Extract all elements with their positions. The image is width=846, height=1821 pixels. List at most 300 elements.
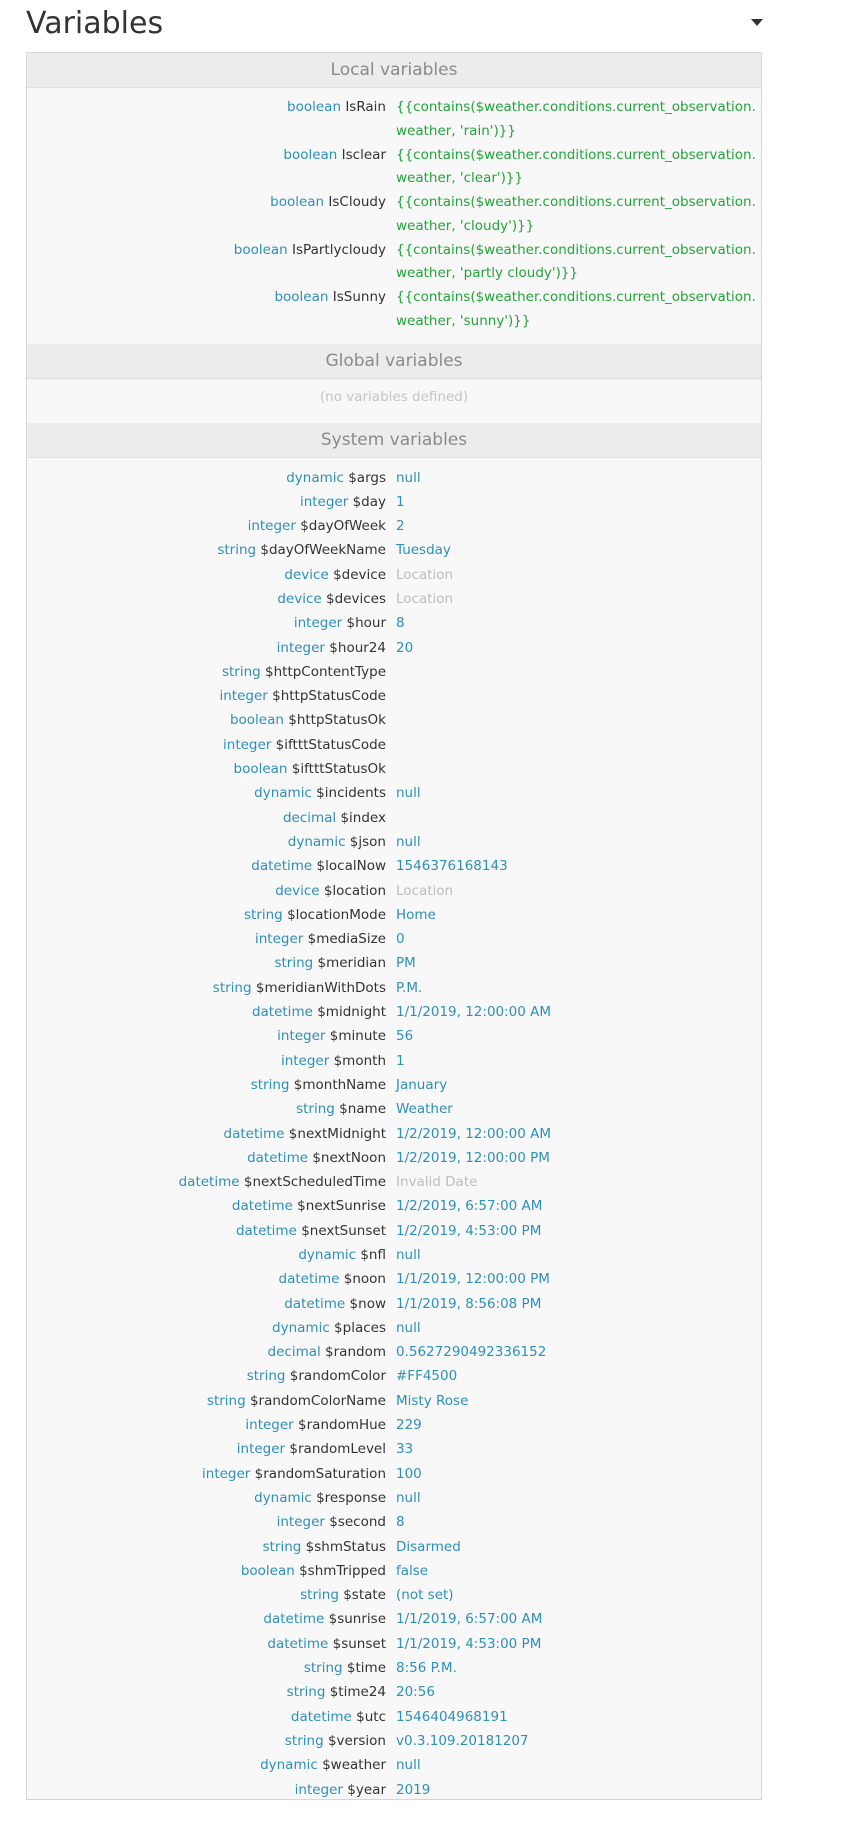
variable-type: string [303,1660,343,1677]
variable-type: dynamic [286,469,344,486]
system-variable-row[interactable] [27,903,761,927]
variable-name: $midnight [317,1004,386,1021]
system-variable-row[interactable] [27,1049,761,1073]
variable-name: $nextNoon [312,1149,386,1166]
variable-type: integer [255,931,304,948]
variable-declaration [27,951,396,975]
system-variable-row[interactable] [27,1729,761,1753]
variable-type: dynamic [287,833,346,850]
variable-name: $mediaSize [307,931,386,948]
variable-value: {{contains($weather.conditions.current_observation.weather, 'partly cloudy')}} [396,241,756,281]
variable-type: datetime [223,1125,285,1142]
variable-value: 20 [396,639,414,656]
variable-type: integer [202,1465,251,1482]
variable-declaration [27,1292,396,1316]
variable-declaration [27,1364,396,1388]
variable-name: IsCloudy [328,194,386,210]
variable-name: $nfl [360,1247,386,1263]
variable-value: 33 [396,1441,414,1458]
variable-type: datetime [247,1149,309,1166]
variable-type: datetime [278,1271,340,1288]
page-title: Variables [26,6,164,41]
variable-type: string [246,1368,286,1385]
variables-panel [26,52,762,1800]
variable-value: Location [396,882,454,899]
variable-type: boolean [287,99,342,115]
variable-declaration [27,1486,396,1510]
variable-name: $noon [343,1271,386,1288]
variable-value: 100 [396,1465,422,1482]
variable-declaration [27,466,396,490]
variable-declaration [27,1413,396,1437]
variable-type: boolean [229,712,284,729]
system-variable-row[interactable] [27,1753,761,1777]
variable-declaration [27,1632,396,1656]
system-variable-row[interactable] [27,1243,761,1267]
variable-value: false [396,1562,429,1579]
system-variable-row[interactable] [27,1340,761,1364]
system-variable-row[interactable] [27,927,761,951]
variable-name: $now [349,1295,386,1312]
variable-value: 8:56 P.M. [396,1660,457,1677]
variable-declaration [27,1535,396,1559]
variable-value: January [396,1076,448,1093]
system-variable-row[interactable] [27,1778,761,1800]
variable-type: string [212,979,252,996]
variable-declaration [27,587,396,611]
variable-type: device [284,566,329,583]
variable-name: $index [340,809,386,826]
variable-type: dynamic [272,1319,330,1336]
variable-type: string [300,1587,339,1604]
variable-value: 2019 [396,1781,431,1798]
variable-name: $httpStatusCode [272,688,386,705]
variable-type: decimal [282,809,337,826]
system-variable-row[interactable] [27,976,761,1000]
system-variable-row[interactable] [27,1510,761,1534]
variable-declaration [27,1705,396,1729]
variable-declaration [27,1194,396,1218]
variable-declaration [27,286,396,310]
variable-name: $day [352,493,386,510]
variable-value: Invalid Date [396,1174,478,1191]
variable-name: $iftttStatusOk [291,761,386,778]
variable-name: $args [348,469,386,486]
variable-name: IsRain [345,99,386,115]
variable-name: IsPartlycloudy [292,241,386,258]
variable-type: dynamic [260,1757,318,1774]
variable-declaration [27,1462,396,1486]
variable-value: 0 [396,931,405,948]
variable-name: $year [347,1781,386,1798]
variable-declaration [27,1340,396,1364]
variable-name: $nextSunset [301,1222,386,1239]
system-variable-row[interactable] [27,951,761,975]
system-variable-row[interactable] [27,854,761,878]
variable-name: $hour [346,615,386,632]
variable-value: 20:56 [396,1684,435,1701]
variable-value: 1 [396,493,405,510]
system-variable-row[interactable] [27,1122,761,1146]
variable-value: 1/2/2019, 12:00:00 AM [396,1125,552,1142]
variable-value: Misty Rose [396,1392,469,1409]
variable-declaration [27,660,396,684]
variable-value: Disarmed [396,1538,461,1555]
variable-type: integer [247,518,296,535]
variable-name: $httpStatusOk [288,712,386,729]
variable-value: null [396,785,421,802]
variable-type: integer [280,1052,330,1069]
variable-value: {{contains($weather.conditions.current_observation.weather, 'cloudy')}} [396,194,756,234]
variable-value: 1/2/2019, 4:53:00 PM [396,1222,542,1239]
system-variables-list [27,458,761,1801]
variable-type: string [286,1684,326,1701]
system-variable-row[interactable] [27,563,761,587]
variable-value: {{contains($weather.conditions.current_observation.weather, 'rain')}} [396,99,756,139]
variable-name: $shmTripped [299,1562,386,1579]
variable-name: $meridian [317,955,386,972]
variable-value: Tuesday [396,542,451,559]
variable-declaration [27,1219,396,1243]
variable-value: null [396,833,421,850]
system-variable-row[interactable] [27,684,761,708]
variable-type: string [244,906,283,923]
variable-value: 1 [396,1052,405,1069]
variable-name: $httpContentType [265,663,386,680]
variable-declaration [27,1389,396,1413]
variable-name: $randomSaturation [254,1465,386,1482]
variable-declaration [27,1729,396,1753]
variable-name: $randomColor [289,1368,386,1385]
variable-name: $name [339,1101,386,1118]
variable-name: $locationMode [287,906,386,923]
variable-type: datetime [235,1222,297,1239]
variable-name: $iftttStatusCode [275,736,386,753]
system-variable-row[interactable] [27,587,761,611]
variable-type: datetime [178,1174,240,1191]
variable-name: $time24 [329,1684,386,1701]
variable-type: boolean [233,761,288,778]
variable-type: boolean [270,194,325,210]
variable-type: datetime [290,1708,352,1725]
variable-declaration [27,1437,396,1461]
variable-declaration [27,636,396,660]
variable-name: $state [343,1587,386,1604]
global-variables-header: Global variables [27,344,761,379]
variable-declaration [27,903,396,927]
system-variable-row[interactable] [27,1389,761,1413]
variable-type: string [250,1076,290,1093]
variable-value: null [396,1489,421,1506]
variable-name: $nextSunrise [297,1198,386,1215]
variable-value: {{contains($weather.conditions.current_observation.weather, 'clear')}} [396,146,756,186]
variable-declaration [27,611,396,635]
system-variable-row[interactable] [27,1024,761,1048]
variable-declaration [27,1778,396,1800]
variable-value: null [396,469,421,486]
system-variable-row[interactable] [27,636,761,660]
local-variable-row[interactable] [27,96,761,144]
variable-type: integer [219,688,268,705]
variable-value: 1546376168143 [396,858,508,875]
variable-value: #FF4500 [396,1368,458,1385]
variable-name: $devices [326,590,386,607]
variable-declaration [27,1000,396,1024]
variable-value: {{contains($weather.conditions.current_observation.weather, 'sunny')}} [396,289,756,329]
system-variable-row[interactable] [27,1146,761,1170]
variable-declaration [27,854,396,878]
variable-value: 2 [396,518,405,535]
system-variable-row[interactable] [27,1705,761,1729]
variable-name: $dayOfWeek [300,518,386,535]
variable-value: 1/2/2019, 6:57:00 AM [396,1198,543,1215]
local-variables-list [27,88,761,344]
variable-name: $location [323,882,386,899]
variable-type: integer [293,615,343,632]
variable-type: boolean [240,1562,295,1579]
variable-value: Location [396,566,454,583]
system-variable-row[interactable] [27,1559,761,1583]
variable-name: $time [346,1660,386,1677]
system-variable-row[interactable] [27,611,761,635]
system-variable-row[interactable] [27,514,761,538]
variable-type: device [275,882,320,899]
variable-type: string [284,1732,324,1749]
variable-type: datetime [284,1295,346,1312]
variable-value: null [396,1247,421,1263]
system-variable-row[interactable] [27,1194,761,1218]
variable-value: 56 [396,1028,414,1045]
variable-declaration [27,514,396,538]
variable-value: 0.5627290492336152 [396,1344,547,1361]
variable-declaration [27,563,396,587]
variable-type: integer [299,493,349,510]
variable-value: 8 [396,1514,405,1531]
system-variable-row[interactable] [27,466,761,490]
variable-declaration [27,1097,396,1121]
system-variable-row[interactable] [27,1073,761,1097]
variable-value: null [396,1757,421,1774]
system-variable-row[interactable] [27,1656,761,1680]
system-variable-row[interactable] [27,1097,761,1121]
variable-type: boolean [274,289,329,305]
system-variables-header: System variables [27,423,761,458]
variable-value: 1/1/2019, 4:53:00 PM [396,1635,542,1652]
variable-value: Location [396,590,454,607]
variable-declaration [27,708,396,732]
variable-name: $second [329,1514,386,1531]
variable-value: 1546404968191 [396,1708,508,1725]
variable-declaration [27,806,396,830]
variable-name: $hour24 [329,639,386,656]
variable-type: datetime [231,1198,293,1215]
variable-declaration [27,1267,396,1291]
variable-type: datetime [263,1611,325,1628]
variable-value: 1/2/2019, 12:00:00 PM [396,1149,550,1166]
variable-declaration [27,1583,396,1607]
system-variable-row[interactable] [27,879,761,903]
variable-declaration [27,733,396,757]
variable-value: 1/1/2019, 12:00:00 PM [396,1271,550,1288]
system-variable-row[interactable] [27,1535,761,1559]
variable-declaration [27,96,396,120]
variable-name: $meridianWithDots [255,979,386,996]
system-variable-row[interactable] [27,1170,761,1194]
variable-name: $json [349,833,386,850]
system-variable-row[interactable] [27,1413,761,1437]
variable-type: string [221,663,261,680]
variable-type: string [262,1538,302,1555]
variable-value: P.M. [396,979,423,996]
variable-name: $randomLevel [289,1441,386,1458]
variable-type: string [217,542,257,559]
variable-value: Weather [396,1101,453,1118]
variable-value: 1/1/2019, 12:00:00 AM [396,1004,552,1021]
variable-declaration [27,830,396,854]
variable-declaration [27,1024,396,1048]
variable-type: datetime [251,1004,313,1021]
global-variables-empty: (no variables defined) [319,388,469,405]
local-variable-row[interactable] [27,286,761,334]
variable-declaration [27,239,396,263]
system-variable-row[interactable] [27,1462,761,1486]
system-variable-row[interactable] [27,1316,761,1340]
variable-name: $dayOfWeekName [260,542,386,559]
system-variable-row[interactable] [27,1364,761,1388]
variable-declaration [27,1243,396,1267]
variable-type: string [296,1101,335,1118]
variable-declaration [27,1656,396,1680]
system-variable-row[interactable] [27,538,761,562]
variable-declaration [27,927,396,951]
variable-name: $utc [356,1708,386,1725]
variable-name: $shmStatus [305,1538,386,1555]
variable-declaration [27,1753,396,1777]
variable-name: $sunrise [328,1611,386,1628]
variable-type: dynamic [254,785,312,802]
variable-name: $minute [329,1028,386,1045]
variable-type: integer [223,736,272,753]
variable-declaration [27,976,396,1000]
variable-type: string [206,1392,246,1409]
variable-value: Home [396,906,436,923]
variable-declaration [27,490,396,514]
system-variable-row[interactable] [27,1267,761,1291]
system-variable-row[interactable] [27,781,761,805]
local-variable-row[interactable] [27,239,761,287]
variable-declaration [27,1510,396,1534]
variable-type: dynamic [254,1489,312,1506]
variable-value: 1/1/2019, 6:57:00 AM [396,1611,543,1628]
variable-declaration [27,1122,396,1146]
variable-declaration [27,1607,396,1631]
variable-declaration [27,1559,396,1583]
system-variable-row[interactable] [27,1607,761,1631]
variable-value: null [396,1319,421,1336]
variable-name: $version [327,1732,386,1749]
variable-type: datetime [267,1635,329,1652]
variable-name: $random [325,1344,386,1361]
system-variable-row[interactable] [27,708,761,732]
variable-declaration [27,144,396,168]
system-variable-row[interactable] [27,1292,761,1316]
variable-name: $places [334,1319,386,1336]
variable-name: $month [333,1052,386,1069]
variable-declaration [27,1146,396,1170]
variable-name: $randomHue [298,1417,386,1434]
variable-declaration [27,1170,396,1194]
system-variable-row[interactable] [27,660,761,684]
variable-name: $nextScheduledTime [243,1174,386,1191]
variable-name: IsSunny [332,289,386,305]
variable-type: integer [294,1781,343,1798]
variable-declaration [27,1680,396,1704]
variable-value: 229 [396,1417,422,1434]
variable-value: PM [396,955,416,972]
variable-name: $weather [322,1757,386,1774]
local-variable-row[interactable] [27,191,761,239]
system-variable-row[interactable] [27,806,761,830]
system-variable-row[interactable] [27,1680,761,1704]
variable-name: Isclear [341,146,386,163]
system-variable-row[interactable] [27,1437,761,1461]
variable-type: integer [236,1441,286,1458]
variable-name: $device [333,566,386,583]
system-variable-row[interactable] [27,757,761,781]
variable-declaration [27,1316,396,1340]
system-variable-row[interactable] [27,1219,761,1243]
system-variable-row[interactable] [27,1000,761,1024]
chevron-down-icon[interactable] [751,19,763,26]
variable-name: $monthName [293,1076,386,1093]
variable-type: decimal [267,1344,321,1361]
variable-type: integer [277,1028,326,1045]
variable-declaration [27,538,396,562]
variable-type: datetime [251,858,313,875]
variable-value: 1/1/2019, 8:56:08 PM [396,1295,542,1312]
system-variable-row[interactable] [27,490,761,514]
variable-name: $response [316,1489,386,1506]
variable-declaration [27,781,396,805]
variable-value: 8 [396,615,405,632]
system-variable-row[interactable] [27,1486,761,1510]
system-variable-row[interactable] [27,830,761,854]
system-variable-row[interactable] [27,1632,761,1656]
local-variables-header: Local variables [27,53,761,88]
variable-type: integer [276,639,325,656]
variable-declaration [27,1073,396,1097]
variable-name: $incidents [316,785,386,802]
variable-type: integer [276,1514,325,1531]
local-variable-row[interactable] [27,144,761,192]
variable-declaration [27,191,396,215]
variable-name: $nextMidnight [288,1125,386,1142]
system-variable-row[interactable] [27,733,761,757]
variable-type: boolean [283,146,338,163]
variable-type: integer [245,1417,294,1434]
variable-declaration [27,757,396,781]
variable-declaration [27,684,396,708]
variable-value: v0.3.109.20181207 [396,1732,529,1749]
variable-type: device [277,590,322,607]
variable-type: boolean [233,241,288,258]
variable-name: $localNow [316,858,386,875]
variable-type: dynamic [298,1247,357,1263]
variable-name: $randomColorName [249,1392,386,1409]
variable-value: (not set) [396,1587,454,1604]
system-variable-row[interactable] [27,1583,761,1607]
variable-declaration [27,879,396,903]
